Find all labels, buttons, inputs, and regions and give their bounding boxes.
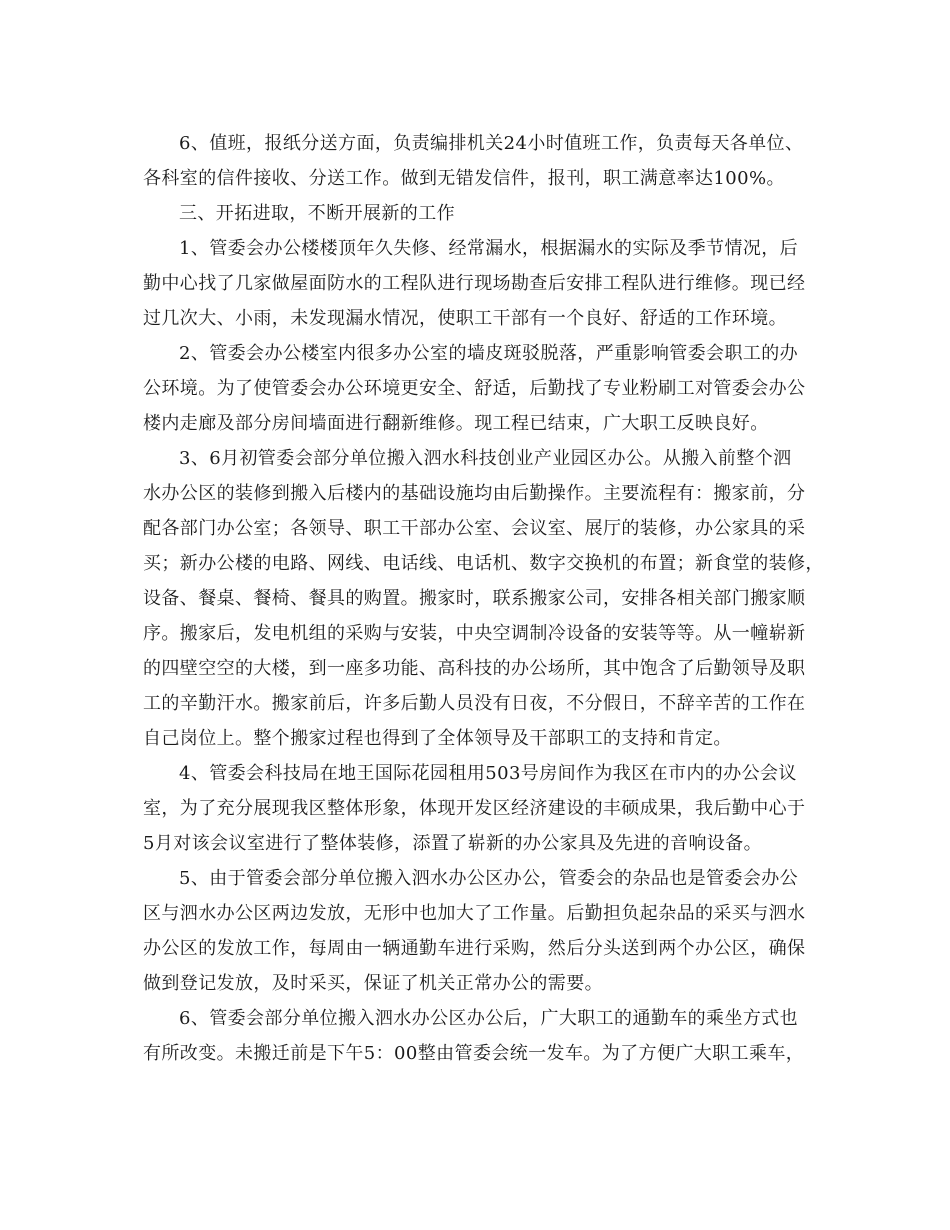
document-body <box>143 126 823 1071</box>
paragraph-first-line: 2、管委会办公楼室内很多办公室的墙皮斑驳脱落，严重影响管委会职工的办 <box>179 343 799 364</box>
paragraph-line: 设备、餐桌、餐椅、餐具的购置。搬家时，联系搬家公司，安排各相关部门搬家顺 <box>143 588 806 609</box>
paragraph-line: 各科室的信件接收、分送工作。做到无错发信件，报刊，职工满意率达100%。 <box>143 168 785 189</box>
paragraph-line: 的四壁空空的大楼，到一座多功能、高科技的办公场所，其中饱含了后勤领导及职 <box>143 658 806 679</box>
paragraph-first-line: 三、开拓进取，不断开展新的工作 <box>179 203 455 224</box>
paragraph-line: 水办公区的装修到搬入后楼内的基础设施均由后勤操作。主要流程有：搬家前，分 <box>143 483 806 504</box>
paragraph-line: 办公区的发放工作，每周由一辆通勤车进行采购，然后分头送到两个办公区，确保 <box>143 938 806 959</box>
paragraph-line: 楼内走廊及部分房间墙面进行翻新维修。现工程已结束，广大职工反映良好。 <box>143 413 769 434</box>
paragraph-line: 5月对该会议室进行了整体装修，添置了崭新的办公家具及先进的音响设备。 <box>143 833 763 854</box>
paragraph-line: 勤中心找了几家做屋面防水的工程队进行现场勘查后安排工程队进行维修。现已经 <box>143 273 806 294</box>
paragraph-first-line: 5、由于管委会部分单位搬入泗水办公区办公，管委会的杂品也是管委会办公 <box>179 868 799 889</box>
paragraph-line: 室，为了充分展现我区整体形象，体现开发区经济建设的丰硕成果，我后勤中心于 <box>143 798 806 819</box>
paragraph-line: 公环境。为了使管委会办公环境更安全、舒适，后勤找了专业粉刷工对管委会办公 <box>143 378 806 399</box>
paragraph-line: 买；新办公楼的电路、网线、电话线、电话机、数字交换机的布置；新食堂的装修， <box>143 553 824 574</box>
paragraph-first-line: 1、管委会办公楼楼顶年久失修、经常漏水，根据漏水的实际及季节情况，后 <box>179 238 799 259</box>
paragraph-line: 配各部门办公室；各领导、职工干部办公室、会议室、展厅的装修，办公家具的采 <box>143 518 806 539</box>
paragraph-first-line: 6、值班，报纸分送方面，负责编排机关24小时值班工作，负责每天各单位、 <box>179 133 804 154</box>
paragraph-first-line: 6、管委会部分单位搬入泗水办公区办公后，广大职工的通勤车的乘坐方式也 <box>179 1008 799 1029</box>
paragraph-line: 工的辛勤汗水。搬家前后，许多后勤人员没有日夜，不分假日，不辞辛苦的工作在 <box>143 693 806 714</box>
paragraph-line: 过几次大、小雨，未发现漏水情况，使职工干部有一个良好、舒适的工作环境。 <box>143 308 787 329</box>
paragraph-first-line: 4、管委会科技局在地王国际花园租用503号房间作为我区在市内的办公会议 <box>179 763 797 784</box>
paragraph-line: 做到登记发放，及时采买，保证了机关正常办公的需要。 <box>143 973 603 994</box>
paragraph-line: 区与泗水办公区两边发放，无形中也加大了工作量。后勤担负起杂品的采买与泗水 <box>143 903 806 924</box>
paragraph-line: 序。搬家后，发电机组的采购与安装，中央空调制冷设备的安装等等。从一幢崭新 <box>143 623 806 644</box>
paragraph-line: 有所改变。未搬迁前是下午5：00整由管委会统一发车。为了方便广大职工乘车， <box>143 1043 805 1064</box>
paragraph-line: 自己岗位上。整个搬家过程也得到了全体领导及干部职工的支持和肯定。 <box>143 728 732 749</box>
paragraph-first-line: 3、6月初管委会部分单位搬入泗水科技创业产业园区办公。从搬入前整个泗 <box>179 448 792 469</box>
